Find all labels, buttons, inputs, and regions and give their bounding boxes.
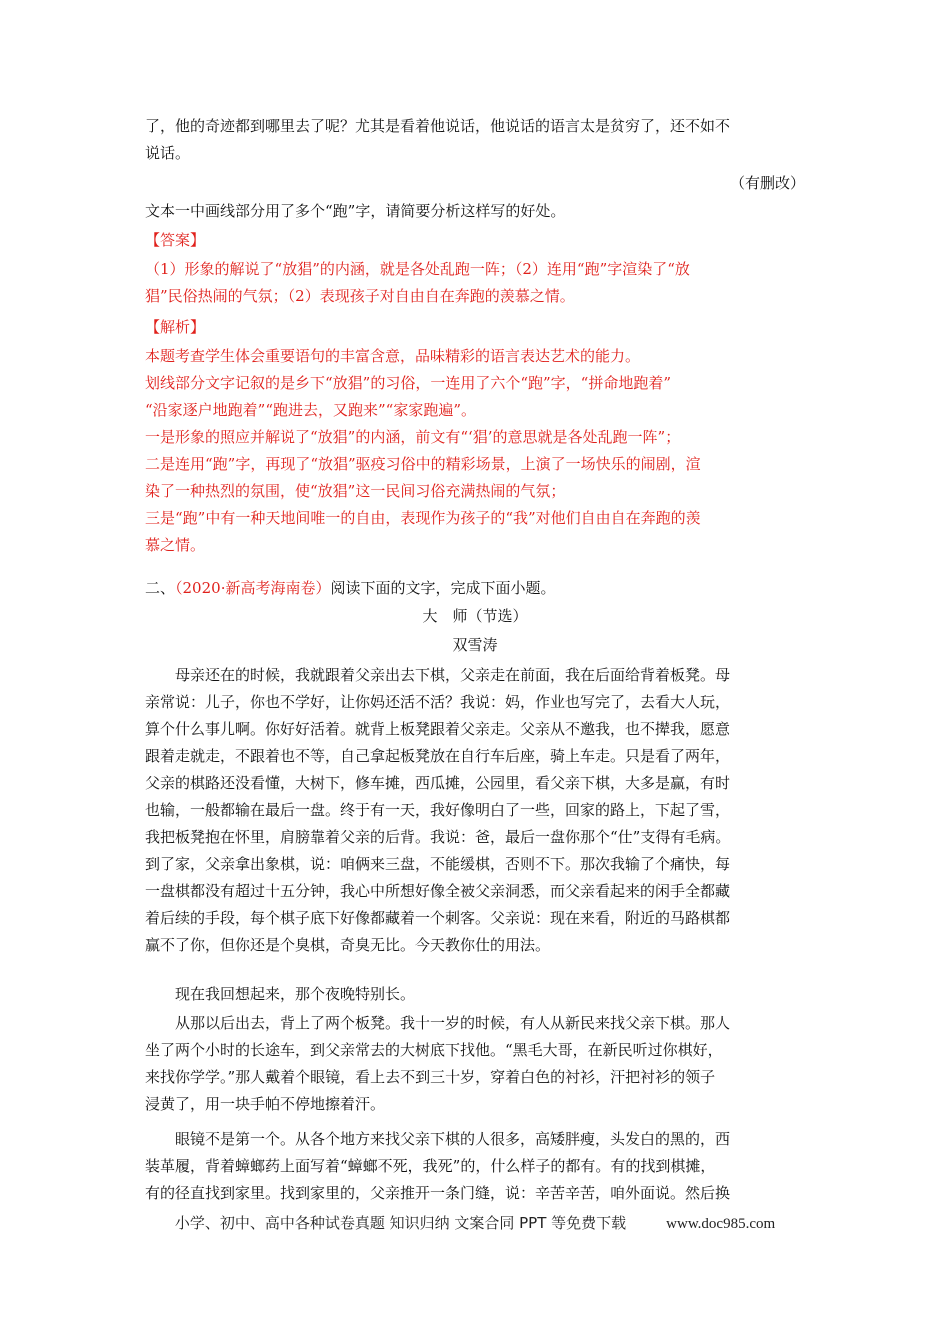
text-line: 现在我回想起来，那个夜晚特别长。 bbox=[175, 985, 416, 1003]
text-line: 坐了两个小时的长途车，到父亲常去的大树底下找他。“黑毛大哥，在新民听过你棋好， bbox=[145, 1041, 723, 1059]
text-line: 了，他的奇迹都到哪里去了呢？尤其是看着他说话，他说话的语言太是贫穷了，还不如不 bbox=[145, 117, 731, 135]
analysis-line: 划线部分文字记叙的是乡下“放猖”的习俗，一连用了六个“跑”字，“拼命地跑着” bbox=[145, 374, 672, 392]
text-line: 眼镜不是第一个。从各个地方来找父亲下棋的人很多，高矮胖瘦，头发白的黑的，西 bbox=[175, 1130, 731, 1148]
footer-text: 小学、初中、高中各种试卷真题 知识归纳 文案合同 PPT 等免费下载 bbox=[174, 1214, 627, 1232]
section-heading bbox=[145, 575, 805, 602]
answer-label: 【答案】 bbox=[145, 231, 206, 249]
answer-block bbox=[145, 256, 805, 310]
text-line: 父亲的棋路还没看懂，大树下，修车摊，西瓜摊，公园里，看父亲下棋，大多是赢，有时 bbox=[145, 774, 731, 792]
article-paragraph bbox=[145, 662, 805, 959]
section-number: 二、 bbox=[145, 579, 176, 597]
text-line: 到了家，父亲拿出象棋，说：咱俩来三盘，不能缓棋，否则不下。那次我输了个痛快，每 bbox=[145, 855, 731, 873]
section-instruction: 阅读下面的文字，完成下面小题。 bbox=[330, 579, 556, 597]
text-line: 赢不了你，但你还是个臭棋，奇臭无比。今天教你仕的用法。 bbox=[145, 936, 551, 954]
analysis-line: 染了一种热烈的氛围，使“放猖”这一民间习俗充满热闹的气氛； bbox=[145, 482, 566, 500]
answer-line: （1）形象的解说了“放猖”的内涵，就是各处乱跑一阵；（2）连用“跑”字渲染了“放 bbox=[145, 260, 690, 278]
text-line: 我把板凳抱在怀里，肩膀靠着父亲的后背。我说：爸，最后一盘你那个“仕”支得有毛病。 bbox=[145, 828, 731, 846]
analysis-line: 一是形象的照应并解说了“放猖”的内涵，前文有“‘猖’的意思就是各处乱跑一阵”； bbox=[145, 428, 681, 446]
text-line: 有的径直找到家里。找到家里的，父亲推开一条门缝，说：辛苦辛苦，咱外面说。然后换 bbox=[145, 1184, 731, 1202]
article-paragraph bbox=[145, 1010, 805, 1118]
text-line: 说话。 bbox=[145, 144, 191, 162]
text-line: 亲常说：儿子，你也不学好，让你妈还活不活？我说：妈，作业也写完了，去看大人玩， bbox=[145, 693, 731, 711]
text-line: 也输，一般都输在最后一盘。终于有一天，我好像明白了一些，回家的路上，下起了雪， bbox=[145, 801, 731, 819]
analysis-block bbox=[145, 343, 805, 559]
text-line: 装革履，背着蟑螂药上面写着“蟑螂不死，我死”的，什么样子的都有。有的找到棋摊， bbox=[145, 1157, 716, 1175]
question-text: 文本一中画线部分用了多个“跑”字，请简要分析这样写的好处。 bbox=[145, 202, 566, 220]
continuation-paragraph bbox=[145, 113, 805, 167]
article-title: 大 师（节选） bbox=[422, 607, 528, 625]
answer-line: 猖”民俗热闹的气氛；（2）表现孩子对自由自在奔跑的羡慕之情。 bbox=[145, 287, 575, 305]
analysis-line: 慕之情。 bbox=[145, 536, 206, 554]
text-line: 算个什么事儿啊。你好好活着。就背上板凳跟着父亲走。父亲从不邀我，也不撵我，愿意 bbox=[145, 720, 731, 738]
analysis-line: 二是连用“跑”字，再现了“放猖”驱疫习俗中的精彩场景，上演了一场快乐的闹剧，渲 bbox=[145, 455, 701, 473]
text-line: 从那以后出去，背上了两个板凳。我十一岁的时候，有人从新民来找父亲下棋。那人 bbox=[175, 1014, 731, 1032]
article-paragraph bbox=[145, 981, 805, 1008]
analysis-line: 三是“跑”中有一种天地间唯一的自由，表现作为孩子的“我”对他们自由自在奔跑的羡 bbox=[145, 509, 701, 527]
analysis-line: 本题考查学生体会重要语句的丰富含意，品味精彩的语言表达艺术的能力。 bbox=[145, 347, 641, 365]
footer-link[interactable]: www.doc985.com bbox=[666, 1216, 776, 1232]
text-line: 母亲还在的时候，我就跟着父亲出去下棋，父亲走在前面，我在后面给背着板凳。母 bbox=[175, 666, 731, 684]
analysis-label: 【解析】 bbox=[145, 318, 206, 336]
text-line: 跟着走就走，不跟着也不等，自己拿起板凳放在自行车后座，骑上车走。只是看了两年， bbox=[145, 747, 731, 765]
section-source: （2020·新高考海南卷） bbox=[175, 579, 331, 597]
page-footer bbox=[0, 1212, 950, 1233]
text-line: 一盘棋都没有超过十五分钟，我心中所想好像全被父亲洞悉，而父亲看起来的闲手全都藏 bbox=[145, 882, 731, 900]
article-author: 双雪涛 bbox=[452, 636, 498, 654]
article-paragraph bbox=[145, 1126, 805, 1207]
text-line: 浸黄了，用一块手帕不停地擦着汗。 bbox=[145, 1095, 386, 1113]
source-note: （有删改） bbox=[729, 174, 805, 192]
analysis-line: “沿家逐户地跑着”“跑进去，又跑来”“家家跑遍”。 bbox=[145, 401, 477, 419]
text-line: 着后续的手段，每个棋子底下好像都藏着一个刺客。父亲说：现在来看，附近的马路棋都 bbox=[145, 909, 731, 927]
text-line: 来找你学学。”那人戴着个眼镜，看上去不到三十岁，穿着白色的衬衫，汗把衬衫的领子 bbox=[145, 1068, 716, 1086]
